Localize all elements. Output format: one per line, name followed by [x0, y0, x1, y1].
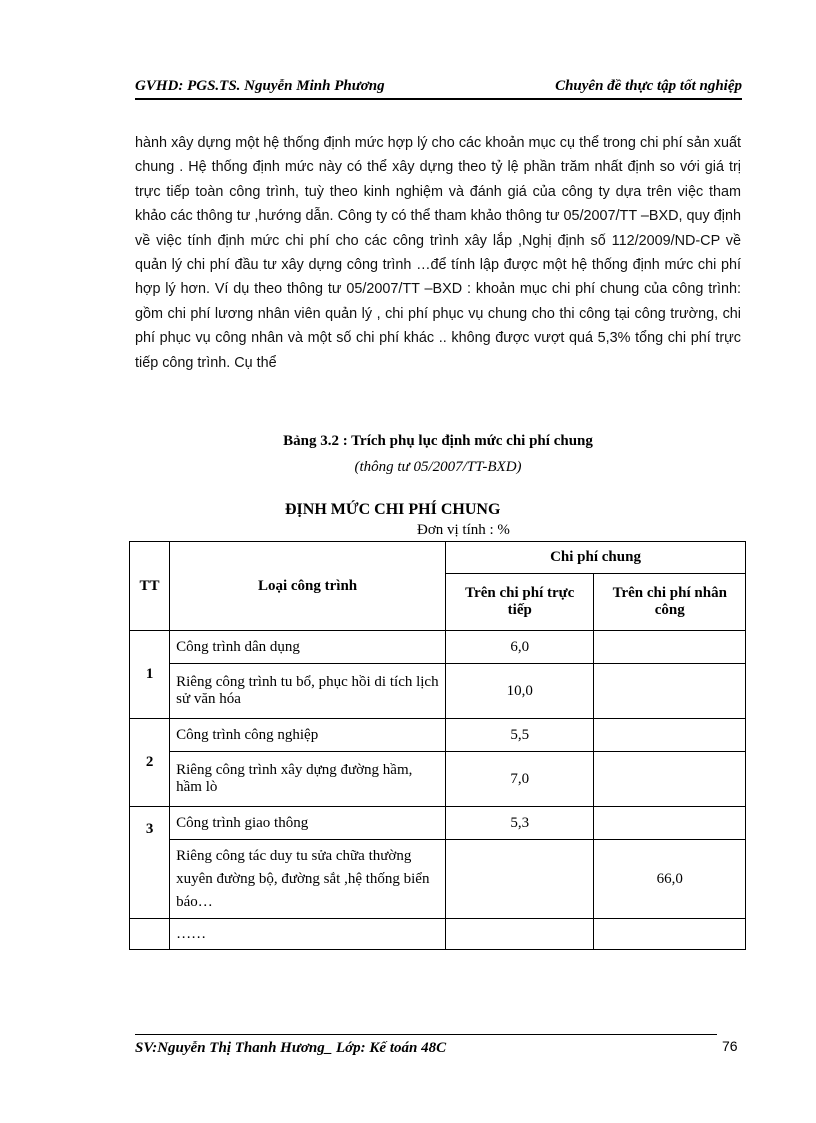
row-type: Công trình giao thông [170, 807, 446, 840]
row-direct-value [446, 919, 594, 950]
row-labor-value [594, 807, 746, 840]
header-report-title: Chuyên đề thực tập tốt nghiệp [555, 78, 742, 94]
row-direct-value [446, 840, 594, 919]
table-row [130, 752, 746, 807]
unit-label: Đơn vị tính : % [417, 522, 510, 538]
row-direct-value: 10,0 [446, 664, 594, 719]
row-labor-value: 66,0 [594, 840, 746, 919]
header-advisor: GVHD: PGS.TS. Nguyễn Minh Phương [135, 78, 385, 94]
header-type: Loại công trình [170, 542, 446, 631]
row-direct-value: 7,0 [446, 752, 594, 807]
row-labor-value [594, 631, 746, 664]
page-header [135, 76, 742, 100]
row-type: Công trình công nghiệp [170, 719, 446, 752]
footer-divider [135, 1034, 717, 1035]
body-paragraph: hành xây dựng một hệ thống định mức hợp lý cho các khoản mục cụ thể trong chi phí sản xuất chung . Hệ thống định mức này có thể xây dựng theo tỷ lệ phần trăm nhất định so với giá trị trực tiếp toàn công trình, tuỳ theo kinh nghiệm và đánh giá của công ty dựa trên việc tham khảo các thông tư ,hướng dẫn. Công ty có thể tham khảo thông tư 05/2007/TT –BXD, quy định về việc tính định mức chi phí cho các công trình xây lắp ,Nghị định số 112/2009/ND-CP về quản lý chi phí đầu tư xây dựng công trình …để tính lập được một hệ thống định mức chi phí hợp lý hơn. Ví dụ theo thông tư 05/2007/TT –BXD : khoản mục chi phí chung của công trình: gồm chi phí lương nhân viên quản lý , chi phí phục vụ chung cho thi công tại công trường, chi phí phục vụ công nhân và một số chi phí khác .. không được vượt quá 5,3% tổng chi phí trực tiếp công trình. Cụ thể [135, 135, 741, 371]
row-type: Riêng công tác duy tu sửa chữa thường xuyên đường bộ, đường sắt ,hệ thống biển báo… [170, 840, 446, 919]
row-ellipsis: …… [170, 919, 446, 950]
row-direct-value: 5,5 [446, 719, 594, 752]
header-tt: TT [130, 542, 170, 631]
table-caption: Bảng 3.2 : Trích phụ lục định mức chi phí chung [283, 433, 593, 449]
table-row [130, 840, 746, 919]
header-labor-cost: Trên chi phí nhân công [594, 574, 746, 631]
row-direct-value: 6,0 [446, 631, 594, 664]
table-header-row [130, 542, 746, 574]
page-number: 76 [722, 1038, 738, 1054]
row-type: Công trình dân dụng [170, 631, 446, 664]
overhead-norms-table [129, 541, 746, 950]
row-labor-value [594, 919, 746, 950]
footer-student: SV:Nguyễn Thị Thanh Hương_ Lớp: Kế toán 48C [135, 1040, 447, 1056]
header-overhead: Chi phí chung [446, 542, 746, 574]
row-direct-value: 5,3 [446, 807, 594, 840]
row-number: 3 [130, 807, 170, 919]
row-number [130, 919, 170, 950]
row-number: 1 [130, 631, 170, 719]
header-direct-cost: Trên chi phí trực tiếp [446, 574, 594, 631]
table-row [130, 807, 746, 840]
row-labor-value [594, 719, 746, 752]
table-title: ĐỊNH MỨC CHI PHÍ CHUNG [285, 501, 501, 518]
row-type: Riêng công trình tu bổ, phục hồi di tích lịch sử văn hóa [170, 664, 446, 719]
table-row [130, 664, 746, 719]
table-row [130, 719, 746, 752]
row-number: 2 [130, 719, 170, 807]
row-labor-value [594, 664, 746, 719]
row-type: Riêng công trình xây dựng đường hầm, hầm lò [170, 752, 446, 807]
row-labor-value [594, 752, 746, 807]
table-row [130, 631, 746, 664]
table-row [130, 919, 746, 950]
table-source: (thông tư 05/2007/TT-BXD) [354, 459, 522, 475]
